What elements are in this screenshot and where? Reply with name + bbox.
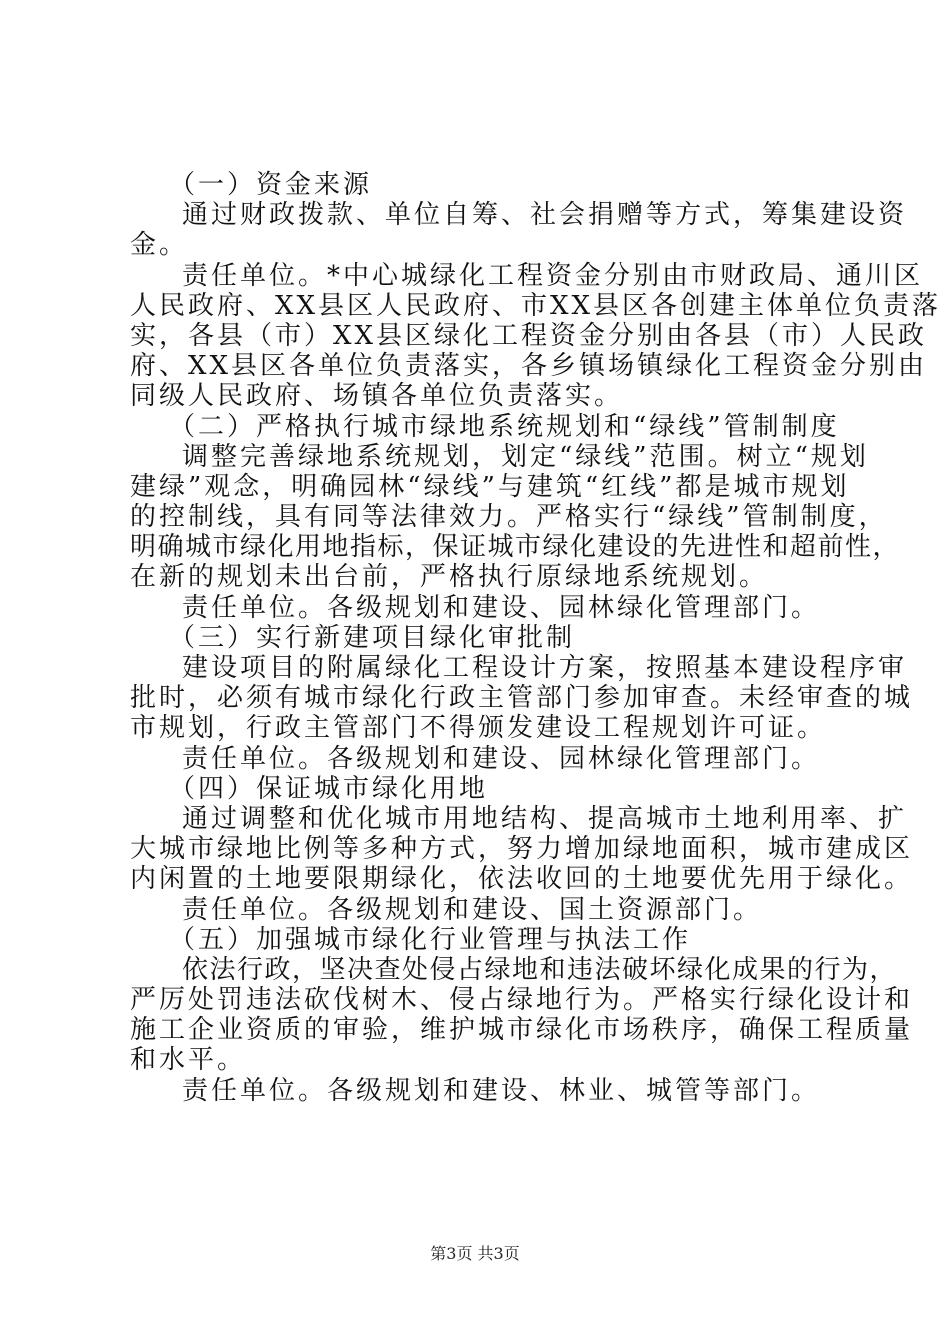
text-line: 责任单位。各级规划和建设、国土资源部门。: [182, 894, 763, 925]
text-line: 府、XX县区各单位负责落实，各乡镇场镇绿化工程资金分别由: [130, 351, 928, 382]
text-line: 建绿”观念，明确园林“绿线”与建筑“红线”都是城市规划: [130, 471, 850, 502]
text-line: 责任单位。各级规划和建设、林业、城管等部门。: [182, 1075, 821, 1106]
text-line: 严厉处罚违法砍伐树木、侵占绿地行为。严格实行绿化设计和: [130, 985, 914, 1016]
text-line: 施工企业资质的审验，维护城市绿化市场秩序，确保工程质量: [130, 1015, 914, 1046]
text-line: 的控制线，具有同等法律效力。严格实行“绿线”管制制度，: [130, 502, 888, 533]
text-line: 人民政府、XX县区人民政府、市XX县区各创建主体单位负责落: [130, 290, 942, 321]
text-line: 大城市绿地比例等多种方式，努力增加绿地面积，城市建成区: [130, 834, 914, 865]
text-line: 批时，必须有城市绿化行政主管部门参加审查。未经审查的城: [130, 683, 914, 714]
text-line: 通过调整和优化城市用地结构、提高城市土地利用率、扩: [182, 803, 908, 834]
text-line: 内闲置的土地要限期绿化，依法收回的土地要优先用于绿化。: [130, 864, 914, 895]
section-heading: （五）加强城市绿化行业管理与执法工作: [169, 924, 692, 955]
section-heading: （二）严格执行城市绿地系统规划和“绿线”管制制度: [169, 411, 840, 442]
text-line: 和水平。: [130, 1045, 247, 1076]
text-line: 责任单位。*中心城绿化工程资金分别由市财政局、通川区: [182, 260, 924, 291]
text-line: 通过财政拨款、单位自筹、社会捐赠等方式，筹集建设资: [182, 200, 908, 231]
text-line: 同级人民政府、场镇各单位负责落实。: [130, 381, 624, 412]
text-line: 明确城市绿化用地指标，保证城市绿化建设的先进性和超前性，: [130, 532, 901, 563]
section-heading: （一）资金来源: [169, 170, 373, 200]
text-line: 实，各县（市）XX县区绿化工程资金分别由各县（市）人民政: [130, 320, 928, 351]
text-line: 金。: [130, 230, 189, 261]
text-line: 调整完善绿地系统规划，划定“绿线”范围。树立“规划: [182, 441, 869, 472]
text-line: 在新的规划未出台前，严格执行原绿地系统规划。: [130, 562, 769, 593]
section-heading: （四）保证城市绿化用地: [169, 773, 489, 804]
text-line: 责任单位。各级规划和建设、园林绿化管理部门。: [182, 592, 821, 623]
page-footer: 第3页 共3页: [430, 1244, 520, 1263]
section-heading: （三）实行新建项目绿化审批制: [169, 622, 576, 653]
text-line: 建设项目的附属绿化工程设计方案，按照基本建设程序审: [182, 653, 908, 683]
document-body: [130, 170, 942, 1106]
text-line: 依法行政，坚决查处侵占绿地和违法破坏绿化成果的行为，: [182, 954, 898, 985]
text-line: 市规划，行政主管部门不得颁发建设工程规划许可证。: [130, 713, 827, 744]
text-line: 责任单位。各级规划和建设、园林绿化管理部门。: [182, 743, 821, 774]
